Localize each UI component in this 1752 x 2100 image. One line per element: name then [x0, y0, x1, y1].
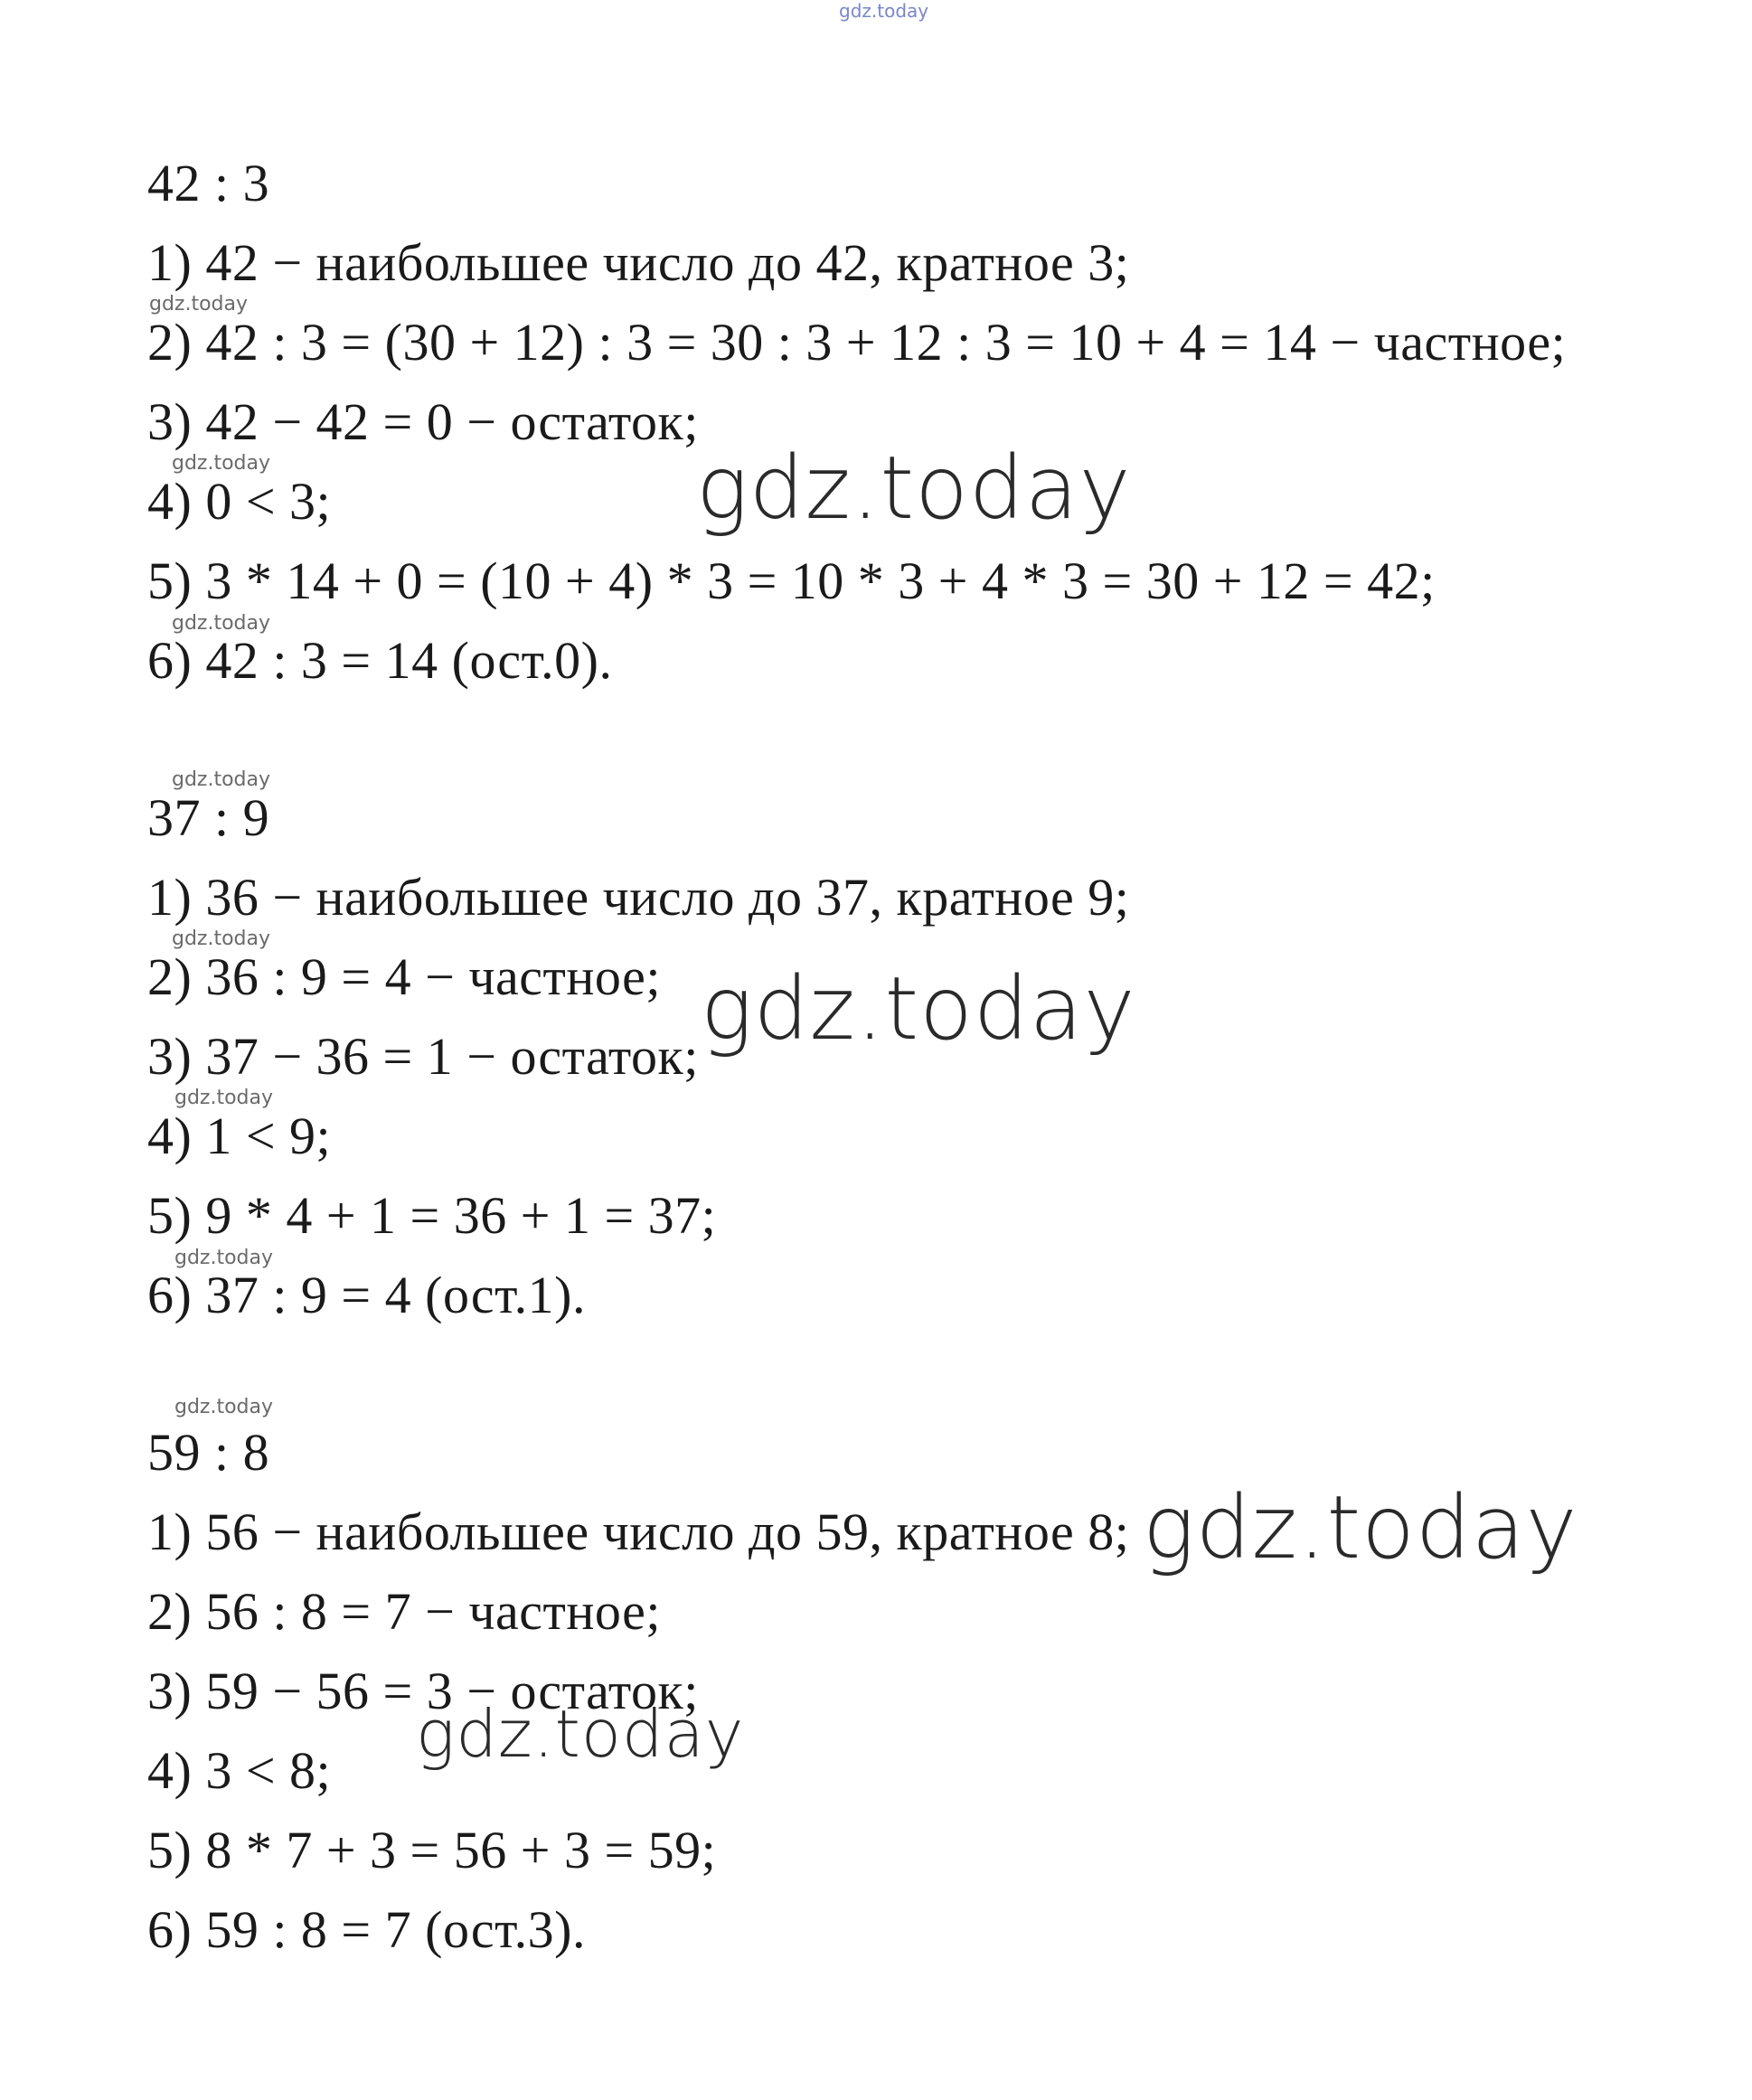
problem-3-step-1: 1) 56 − наибольшее число до 59, кратное 8; — [147, 1502, 1130, 1561]
problem-1-step-5: 5) 3 * 14 + 0 = (10 + 4) * 3 = 10 * 3 + 4 * 3 = 30 + 12 = 42; — [147, 551, 1436, 610]
problem-1-step-1: 1) 42 − наибольшее число до 42, кратное 3; — [147, 233, 1130, 292]
problem-1-step-3: 3) 42 − 42 = 0 − остаток; — [147, 392, 699, 451]
problem-3-step-6: 6) 59 : 8 = 7 (ост.3). — [147, 1900, 586, 1959]
problem-1-title: 42 : 3 — [147, 154, 270, 212]
watermark-top: gdz.today — [839, 0, 929, 22]
problem-2-step-1: 1) 36 − наибольшее число до 37, кратное 9; — [147, 868, 1130, 927]
watermark-small: gdz.today — [174, 1247, 274, 1269]
problem-2-step-2: 2) 36 : 9 = 4 − частное; — [147, 947, 661, 1006]
problem-3-step-2: 2) 56 : 8 = 7 − частное; — [147, 1582, 661, 1641]
watermark-large: gdz.today — [696, 438, 1132, 539]
problem-2-step-6: 6) 37 : 9 = 4 (ост.1). — [147, 1266, 586, 1324]
problem-2-step-3: 3) 37 − 36 = 1 − остаток; — [147, 1027, 699, 1086]
problem-2-step-4: 4) 1 < 9; — [147, 1107, 332, 1165]
problem-3-title: 59 : 8 — [147, 1423, 270, 1482]
problem-1-step-6: 6) 42 : 3 = 14 (ост.0). — [147, 631, 613, 690]
watermark-small: gdz.today — [172, 612, 271, 635]
watermark-small: gdz.today — [174, 1396, 274, 1418]
problem-1-step-2: 2) 42 : 3 = (30 + 12) : 3 = 30 : 3 + 12 : 3 = 10 + 4 = 14 − частное; — [147, 313, 1567, 372]
problem-3-step-5: 5) 8 * 7 + 3 = 56 + 3 = 59; — [147, 1821, 717, 1879]
problem-2-step-5: 5) 9 * 4 + 1 = 36 + 1 = 37; — [147, 1186, 717, 1245]
watermark-small: gdz.today — [172, 452, 271, 475]
problem-1-step-4: 4) 0 < 3; — [147, 472, 332, 531]
problem-3-step-3: 3) 59 − 56 = 3 − остаток; — [147, 1662, 699, 1720]
problem-2-title: 37 : 9 — [147, 788, 270, 847]
watermark-large: gdz.today — [701, 958, 1136, 1059]
watermark-large: gdz.today — [1143, 1477, 1578, 1578]
problem-3-step-4: 4) 3 < 8; — [147, 1741, 332, 1800]
watermark-small: gdz.today — [172, 768, 271, 791]
watermark-small: gdz.today — [174, 1087, 274, 1109]
watermark-small: gdz.today — [149, 293, 249, 315]
watermark-large: gdz.today — [416, 1696, 745, 1772]
watermark-small: gdz.today — [172, 928, 271, 950]
